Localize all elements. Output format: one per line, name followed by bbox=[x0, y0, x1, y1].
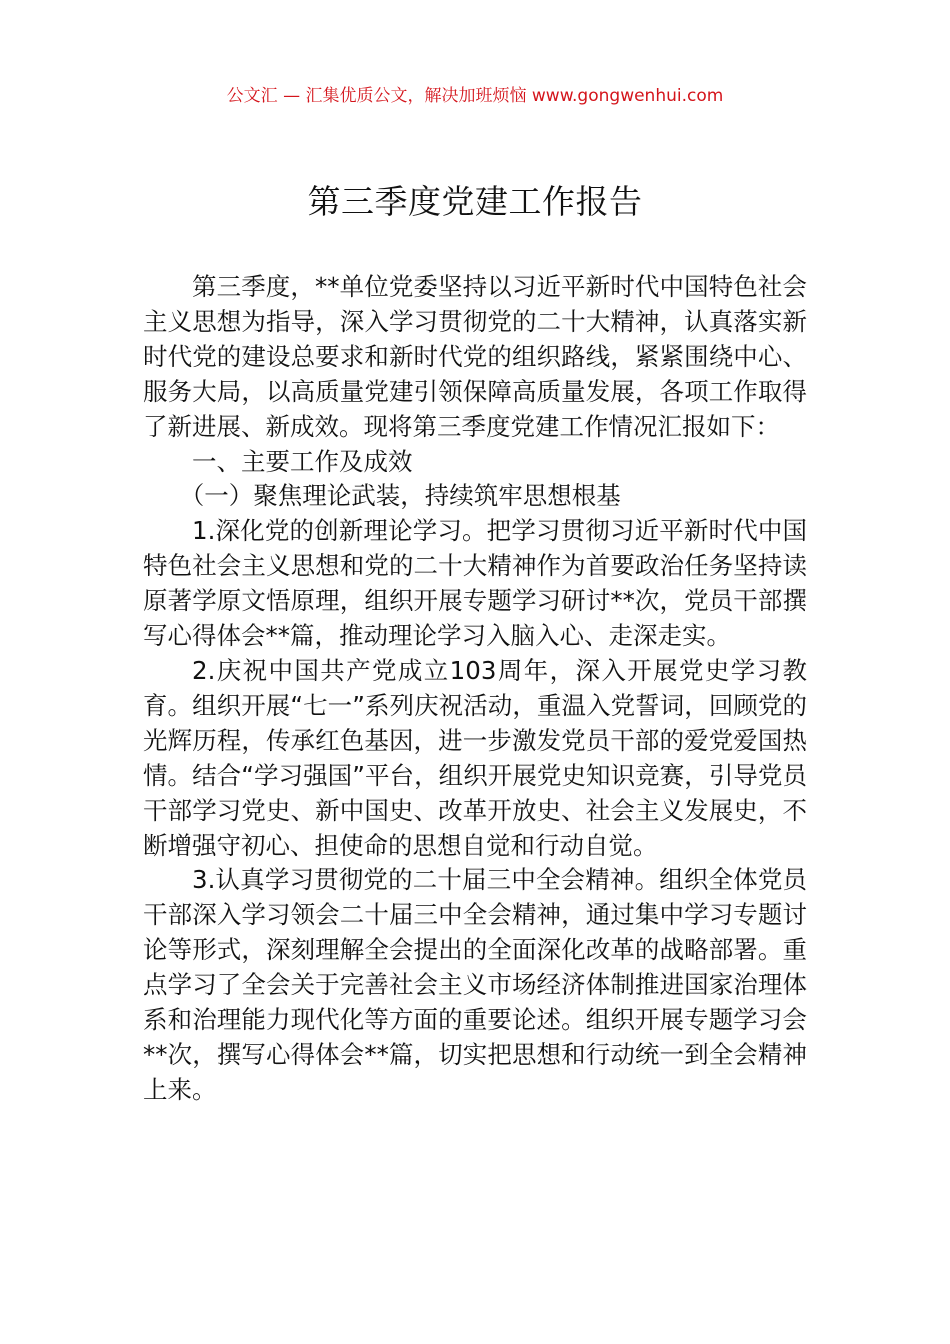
item-paragraph-1: 1.深化党的创新理论学习。把学习贯彻习近平新时代中国特色社会主义思想和党的二十大精神作为首要政治任务坚持读原著学原文悟原理，组织开展专题学习研讨**次，党员干部撰写心得体会**篇，推动理论学习入脑入心、走深走实。 bbox=[143, 516, 807, 651]
subsection-heading: （一）聚焦理论武装，持续筑牢思想根基 bbox=[179, 481, 621, 511]
site-banner: 公文汇 — 汇集优质公文，解决加班烦恼 www.gongwenhui.com bbox=[226, 86, 724, 106]
page-title: 第三季度党建工作报告 bbox=[307, 182, 643, 221]
item-paragraph-3: 3.认真学习贯彻党的二十届三中全会精神。组织全体党员干部深入学习领会二十届三中全会精神，通过集中学习专题讨论等形式，深刻理解全会提出的全面深化改革的战略部署。重点学习了全会关于完善社会主义市场经济体制推进国家治理体系和治理能力现代化等方面的重要论述。组织开展专题学习会**次，撰写心得体会**篇，切实把思想和行动统一到全会精神上来。 bbox=[143, 865, 807, 1104]
document-body bbox=[143, 270, 807, 1108]
intro-paragraph: 第三季度，**单位党委坚持以习近平新时代中国特色社会主义思想为指导，深入学习贯彻党的二十大精神，认真落实新时代党的建设总要求和新时代党的组织路线，紧紧围绕中心、服务大局，以高质量党建引领保障高质量发展，各项工作取得了新进展、新成效。现将第三季度党建工作情况汇报如下： bbox=[143, 272, 807, 441]
section-heading: 一、主要工作及成效 bbox=[192, 446, 413, 476]
item-paragraph-2: 2.庆祝中国共产党成立103周年，深入开展党史学习教育。组织开展“七一”系列庆祝活动，重温入党誓词，回顾党的光辉历程，传承红色基因，进一步激发党员干部的爱党爱国热情。结合“学习强国”平台，组织开展党史知识竞赛，引导党员干部学习党史、新中国史、改革开放史、社会主义发展史，不断增强守初心、担使命的思想自觉和行动自觉。 bbox=[143, 655, 807, 860]
